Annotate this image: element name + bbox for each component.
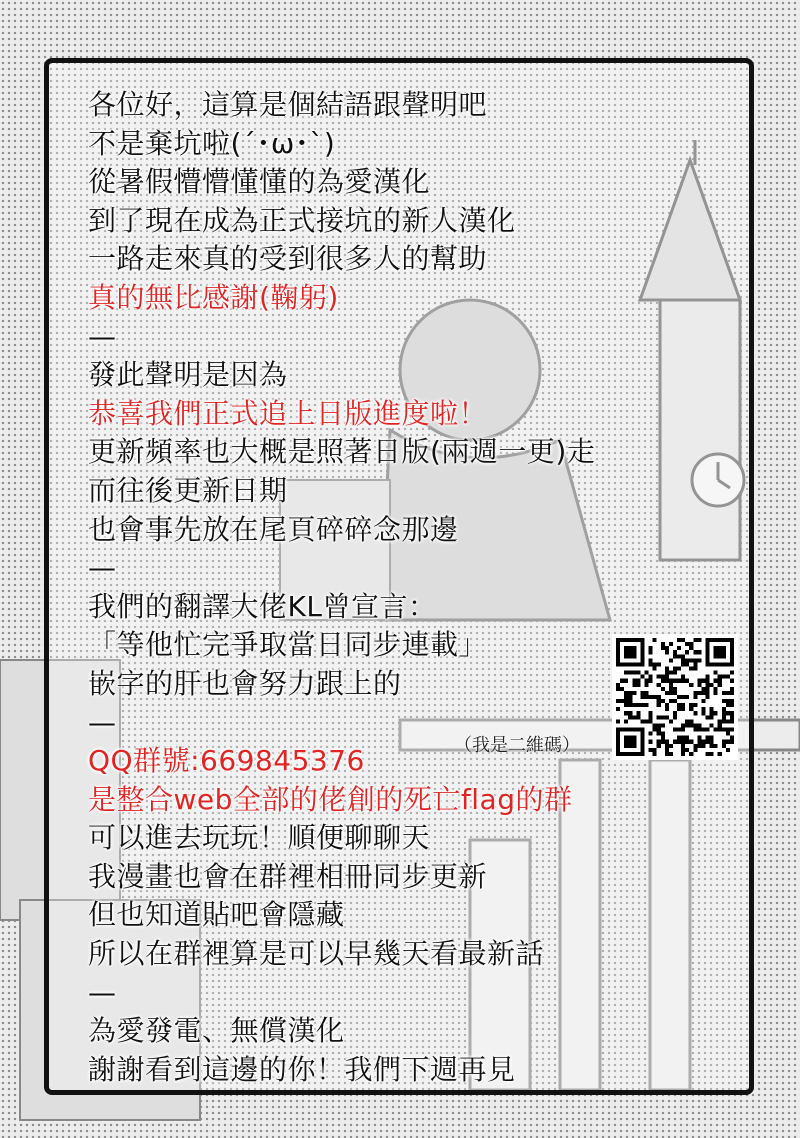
announcement-line: 我漫畫也會在群裡相冊同步更新 <box>88 859 488 893</box>
announcement-line: — <box>88 551 117 585</box>
announcement-line: 為愛發電、無償漢化 <box>88 1014 345 1048</box>
announcement-line: 是整合web全部的佬創的死亡flag的群 <box>88 782 573 816</box>
announcement-line: 「等他忙完爭取當日同步連載」 <box>88 628 488 662</box>
announcement-line: 更新頻率也大概是照著日版(兩週一更)走 <box>88 435 596 469</box>
announcement-line: 嵌字的肝也會努力跟上的 <box>88 666 402 700</box>
announcement-line: — <box>88 975 117 1009</box>
announcement-line: 但也知道貼吧會隱藏 <box>88 898 345 932</box>
announcement-line: 一路走來真的受到很多人的幫助 <box>88 242 488 276</box>
announcement-line: — <box>88 705 117 739</box>
announcement-line: 謝謝看到這邊的你！我們下週再見 <box>88 1052 516 1086</box>
announcement-line: 從暑假懵懵懂懂的為愛漢化 <box>88 165 431 199</box>
announcement-line: 到了現在成為正式接坑的新人漢化 <box>88 203 516 237</box>
announcement-text <box>88 86 728 1089</box>
announcement-line: 所以在群裡算是可以早幾天看最新話 <box>88 937 545 971</box>
announcement-line: 不是棄坑啦(´･ω･`) <box>88 126 336 160</box>
announcement-line: — <box>88 319 117 353</box>
announcement-line: 也會事先放在尾頁碎碎念那邊 <box>88 512 459 546</box>
announcement-line: QQ群號:669845376 <box>88 744 365 778</box>
announcement-line: 可以進去玩玩！順便聊聊天 <box>88 821 431 855</box>
announcement-line: 發此聲明是因為 <box>88 358 288 392</box>
announcement-line: 真的無比感謝(鞠躬) <box>88 280 339 314</box>
announcement-line: 而往後更新日期 <box>88 473 288 507</box>
qr-code-icon <box>612 634 738 760</box>
announcement-line: 各位好，這算是個結語跟聲明吧 <box>88 88 488 121</box>
announcement-line: 我們的翻譯大佬KL曾宣言： <box>88 589 437 623</box>
announcement-line: 恭喜我們正式追上日版進度啦！ <box>88 396 488 430</box>
qr-code-note: （我是二維碼） <box>454 735 580 756</box>
